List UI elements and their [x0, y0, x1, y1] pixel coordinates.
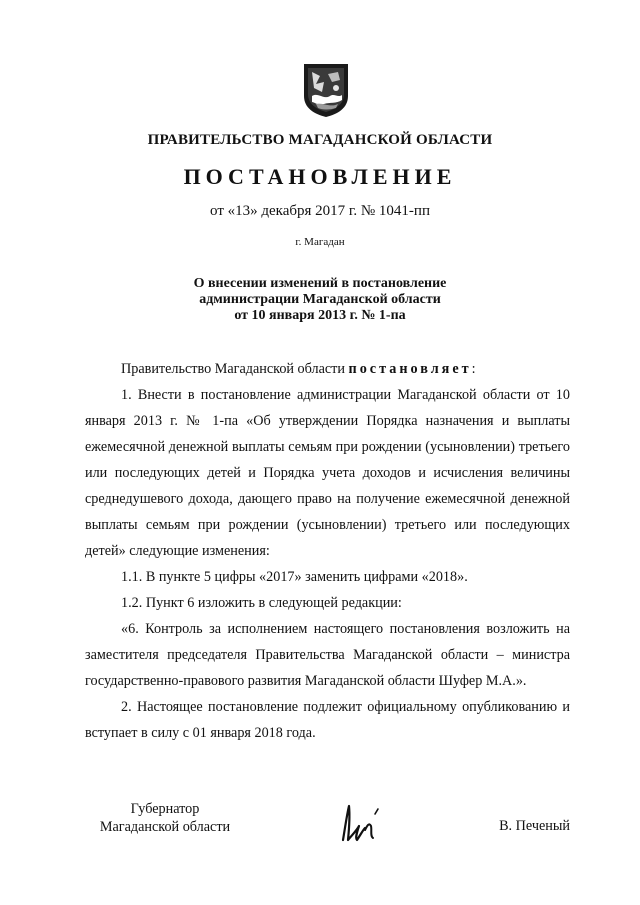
- signatory-title-line-1: Губернатор: [130, 801, 200, 817]
- signatory-name: В. Печеный: [499, 818, 570, 834]
- item-1-2-text-paragraph: «6. Контроль за исполнением настоящего постановления возложить на заместителя председателя Правительства Магаданской области – министра государственно-правового развития Магаданской области Шуфер М.А.».: [85, 621, 570, 689]
- intro-suffix: :: [471, 361, 476, 377]
- item-1-1-paragraph: 1.1. В пункте 5 цифры «2017» заменить цифрами «2018».: [121, 569, 468, 585]
- intro-prefix: Правительство Магаданской области: [121, 361, 345, 377]
- item-1-paragraph: 1. Внести в постановление администрации Магаданской области от 10 января 2013 г. № 1-па «Об утверждении Порядка назначения и выплаты ежемесячной денежной выплаты семьям при рождении (усыновлении) третьего или последующих детей и Порядка учета доходов и исчисления величины среднедушевого дохода, дающего право на получение ежемесячной денежной выплаты семьям при рождении (усыновлении) третьего или последующих детей» следующие изменения:: [85, 387, 570, 559]
- subject-line-1: О внесении изменений в постановление: [193, 276, 447, 291]
- item-1-2-paragraph: 1.2. Пункт 6 изложить в следующей редакции:: [121, 595, 402, 611]
- signature-block: [85, 800, 570, 860]
- signatory-title: [85, 800, 245, 836]
- document-body: [85, 356, 570, 746]
- document-type: ПОСТАНОВЛЕНИЕ: [183, 164, 457, 189]
- document-city: г. Магадан: [295, 236, 345, 248]
- government-title: ПРАВИТЕЛЬСТВО МАГАДАНСКОЙ ОБЛАСТИ: [147, 132, 493, 148]
- signatory-title-line-2: Магаданской области: [99, 819, 231, 835]
- subject-line-3: от 10 января 2013 г. № 1-па: [234, 308, 406, 323]
- document-subject: [0, 276, 640, 324]
- item-2-paragraph: 2. Настоящее постановление подлежит официальному опубликованию и вступает в силу с 01 января 2018 года.: [85, 699, 570, 741]
- intro-decree-word: постановляет: [348, 361, 472, 377]
- document-date-number: от «13» декабря 2017 г. № 1041-пп: [210, 203, 430, 219]
- coat-of-arms-icon: [302, 62, 350, 118]
- handwritten-signature-icon: [335, 800, 385, 846]
- subject-line-2: администрации Магаданской области: [199, 292, 441, 307]
- intro-paragraph: [85, 356, 570, 382]
